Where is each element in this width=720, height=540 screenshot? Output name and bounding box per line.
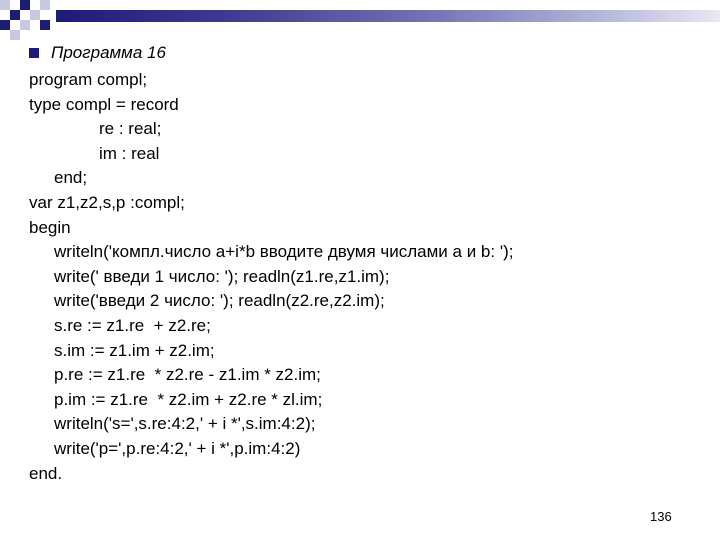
page-number: 136 [650, 509, 672, 524]
code-line: write('введи 2 число: '); readln(z2.re,z2.im); [54, 291, 385, 311]
code-line: end; [54, 168, 88, 188]
deco-square [0, 0, 10, 10]
code-line: type compl = record [29, 94, 179, 114]
header-gradient-bar [56, 10, 720, 22]
code-line: end. [29, 463, 63, 483]
deco-square [20, 0, 30, 10]
code-line: var z1,z2,s,p :compl; [29, 192, 185, 212]
code-line: program compl; [29, 70, 148, 89]
code-line: begin [29, 217, 71, 237]
deco-square [0, 20, 10, 30]
deco-square [40, 0, 50, 10]
code-line: write(' введи 1 число: '); readln(z1.re,z1.im); [54, 266, 390, 286]
code-line: im : real [99, 143, 160, 163]
deco-square [20, 20, 30, 30]
title-row [29, 42, 709, 64]
deco-square [40, 20, 50, 30]
decorative-squares [0, 0, 60, 44]
code-line: writeln('компл.число a+i*b вводите двумя числами a и b: '); [54, 242, 514, 262]
code-line: write('p=',p.re:4:2,' + i *',p.im:4:2) [54, 438, 301, 458]
code-line: p.im := z1.re * z2.im + z2.re * zl.im; [54, 389, 323, 409]
deco-square [10, 10, 20, 20]
code-line: writeln('s=',s.re:4:2,' + i *',s.im:4:2); [54, 414, 316, 434]
code-line: s.re := z1.re + z2.re; [54, 315, 211, 335]
deco-square [10, 30, 20, 40]
code-line: re : real; [99, 119, 162, 139]
deco-square [30, 10, 40, 20]
code-line: p.re := z1.re * z2.re - z1.im * z2.im; [54, 365, 321, 385]
slide-title: Программа 16 [51, 43, 166, 62]
code-line: s.im := z1.im + z2.im; [54, 340, 215, 360]
slide-content [29, 42, 709, 486]
square-bullet-icon [29, 48, 39, 58]
